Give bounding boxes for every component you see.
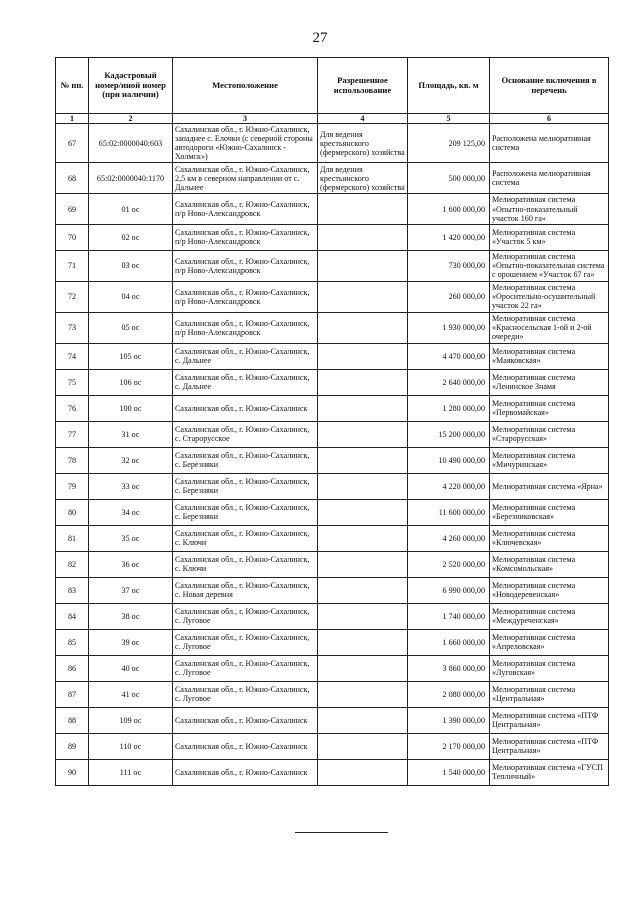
table-row (56, 194, 609, 224)
area-cell: 3 860 000,00 (408, 655, 490, 681)
location-cell: Сахалинская обл., г. Южно-Сахалинск (173, 759, 318, 785)
inclusion-basis-cell: Мелиоративная система «Маяковская» (490, 343, 609, 369)
column-number: 5 (408, 114, 490, 124)
inclusion-basis-cell: Мелиоративная система «Березниковская» (490, 499, 609, 525)
location-cell: Сахалинская обл., г. Южно-Сахалинск, с. Луговое (173, 655, 318, 681)
row-number-cell: 74 (56, 343, 89, 369)
area-cell: 2 520 000,00 (408, 551, 490, 577)
permitted-use-cell (318, 577, 408, 603)
header-inclusion-basis: Основание включения в перечень (490, 58, 609, 114)
row-number-cell: 76 (56, 395, 89, 421)
cadastral-number-cell: 02 ос (89, 224, 173, 250)
inclusion-basis-cell: Мелиоративная система «Мичуринская» (490, 447, 609, 473)
permitted-use-cell (318, 759, 408, 785)
header-number: № пп. (56, 58, 89, 114)
row-number-cell: 80 (56, 499, 89, 525)
inclusion-basis-cell: Мелиоративная система «Комсомольская» (490, 551, 609, 577)
table-row (56, 733, 609, 759)
cadastral-number-cell: 111 ос (89, 759, 173, 785)
permitted-use-cell (318, 194, 408, 224)
inclusion-basis-cell: Мелиоративная система «ПТФ Центральная» (490, 707, 609, 733)
area-cell: 4 220 000,00 (408, 473, 490, 499)
cadastral-number-cell: 32 ос (89, 447, 173, 473)
area-cell: 11 600 000,00 (408, 499, 490, 525)
area-cell: 2 170 000,00 (408, 733, 490, 759)
cadastral-number-cell: 04 ос (89, 281, 173, 312)
row-number-cell: 81 (56, 525, 89, 551)
header-area: Площадь, кв. м (408, 58, 490, 114)
row-number-cell: 69 (56, 194, 89, 224)
row-number-cell: 88 (56, 707, 89, 733)
cadastral-number-cell: 105 ос (89, 343, 173, 369)
cadastral-number-cell: 39 ос (89, 629, 173, 655)
row-number-cell: 68 (56, 163, 89, 194)
table-row (56, 577, 609, 603)
permitted-use-cell (318, 733, 408, 759)
table-row (56, 603, 609, 629)
permitted-use-cell (318, 281, 408, 312)
area-cell: 15 200 000,00 (408, 421, 490, 447)
inclusion-basis-cell: Мелиоративная система «Ленинское Знамя (490, 369, 609, 395)
table-row (56, 163, 609, 194)
row-number-cell: 72 (56, 281, 89, 312)
permitted-use-cell (318, 369, 408, 395)
location-cell: Сахалинская обл., г. Южно-Сахалинск, п/р Ново-Александровск (173, 312, 318, 343)
page-number: 27 (312, 30, 328, 46)
row-number-cell: 75 (56, 369, 89, 395)
table-header-row (56, 58, 609, 114)
permitted-use-cell (318, 707, 408, 733)
location-cell: Сахалинская обл., г. Южно-Сахалинск, с. Ключи (173, 525, 318, 551)
inclusion-basis-cell: Расположена мелиоративная система (490, 163, 609, 194)
permitted-use-cell (318, 473, 408, 499)
area-cell: 1 540 000,00 (408, 759, 490, 785)
column-number: 2 (89, 114, 173, 124)
row-number-cell: 86 (56, 655, 89, 681)
location-cell: Сахалинская обл., г. Южно-Сахалинск, п/р Ново-Александровск (173, 224, 318, 250)
cadastral-number-cell: 03 ос (89, 250, 173, 281)
table-row (56, 551, 609, 577)
table-row (56, 707, 609, 733)
location-cell: Сахалинская обл., г. Южно-Сахалинск (173, 395, 318, 421)
row-number-cell: 85 (56, 629, 89, 655)
cadastral-number-cell: 65:02:0000040:1170 (89, 163, 173, 194)
table-row (56, 759, 609, 785)
row-number-cell: 67 (56, 124, 89, 163)
location-cell: Сахалинская обл., г. Южно-Сахалинск, п/р Ново-Александровск (173, 281, 318, 312)
location-cell: Сахалинская обл., г. Южно-Сахалинск, с. Березняки (173, 447, 318, 473)
row-number-cell: 73 (56, 312, 89, 343)
cadastral-number-cell: 01 ос (89, 194, 173, 224)
footer-divider (295, 832, 388, 833)
row-number-cell: 82 (56, 551, 89, 577)
area-cell: 1 280 000,00 (408, 395, 490, 421)
inclusion-basis-cell: Расположена мелиоративная система (490, 124, 609, 163)
location-cell: Сахалинская обл., г. Южно-Сахалинск, с. Дальнее (173, 343, 318, 369)
area-cell: 10 490 000,00 (408, 447, 490, 473)
permitted-use-cell (318, 224, 408, 250)
location-cell: Сахалинская обл., г. Южно-Сахалинск, с. Дальнее (173, 369, 318, 395)
row-number-cell: 83 (56, 577, 89, 603)
area-cell: 730 000,00 (408, 250, 490, 281)
row-number-cell: 77 (56, 421, 89, 447)
location-cell: Сахалинская обл., г. Южно-Сахалинск, с. Луговое (173, 603, 318, 629)
table-row (56, 525, 609, 551)
area-cell: 500 000,00 (408, 163, 490, 194)
location-cell: Сахалинская обл., г. Южно-Сахалинск (173, 707, 318, 733)
area-cell: 2 080 000,00 (408, 681, 490, 707)
row-number-cell: 78 (56, 447, 89, 473)
inclusion-basis-cell: Мелиоративная система «Луговская» (490, 655, 609, 681)
table-row (56, 421, 609, 447)
row-number-cell: 79 (56, 473, 89, 499)
table-row (56, 447, 609, 473)
table-row (56, 395, 609, 421)
inclusion-basis-cell: Мелиоративная система «Красносельская 1-ой и 2-ой очереди» (490, 312, 609, 343)
table-row (56, 312, 609, 343)
cadastral-number-cell: 33 ос (89, 473, 173, 499)
inclusion-basis-cell: Мелиоративная система «Новодеревенская» (490, 577, 609, 603)
permitted-use-cell (318, 603, 408, 629)
area-cell: 2 640 000,00 (408, 369, 490, 395)
table-row (56, 629, 609, 655)
location-cell: Сахалинская обл., г. Южно-Сахалинск, с. Ключи (173, 551, 318, 577)
inclusion-basis-cell: Мелиоративная система «Оросительно-осушительный участок 22 га» (490, 281, 609, 312)
cadastral-number-cell: 110 ос (89, 733, 173, 759)
cadastral-number-cell: 109 ос (89, 707, 173, 733)
location-cell: Сахалинская обл., г. Южно-Сахалинск, с. Новая деревня (173, 577, 318, 603)
column-number: 3 (173, 114, 318, 124)
inclusion-basis-cell: Мелиоративная система «Первомайская» (490, 395, 609, 421)
permitted-use-cell (318, 250, 408, 281)
area-cell: 1 390 000,00 (408, 707, 490, 733)
permitted-use-cell (318, 421, 408, 447)
location-cell: Сахалинская обл., г. Южно-Сахалинск, 2,5 км в северном направлении от с. Дальнее (173, 163, 318, 194)
cadastral-number-cell: 100 ос (89, 395, 173, 421)
row-number-cell: 90 (56, 759, 89, 785)
permitted-use-cell (318, 655, 408, 681)
inclusion-basis-cell: Мелиоративная система «ПТФ Центральная» (490, 733, 609, 759)
area-cell: 1 740 000,00 (408, 603, 490, 629)
area-cell: 209 125,00 (408, 124, 490, 163)
area-cell: 1 600 000,00 (408, 194, 490, 224)
row-number-cell: 70 (56, 224, 89, 250)
table-body (56, 124, 609, 785)
location-cell: Сахалинская обл., г. Южно-Сахалинск, с. Луговое (173, 629, 318, 655)
row-number-cell: 71 (56, 250, 89, 281)
cadastral-number-cell: 40 ос (89, 655, 173, 681)
table-row (56, 343, 609, 369)
row-number-cell: 89 (56, 733, 89, 759)
table-row (56, 369, 609, 395)
location-cell: Сахалинская обл., г. Южно-Сахалинск, с. Березняки (173, 473, 318, 499)
inclusion-basis-cell: Мелиоративная система «Опытно-показательная система с орошением «Участок 67 га» (490, 250, 609, 281)
row-number-cell: 84 (56, 603, 89, 629)
permitted-use-cell (318, 343, 408, 369)
location-cell: Сахалинская обл., г. Южно-Сахалинск, с. Луговое (173, 681, 318, 707)
cadastral-number-cell: 106 ос (89, 369, 173, 395)
inclusion-basis-cell: Мелиоративная система «Междуреченская» (490, 603, 609, 629)
inclusion-basis-cell: Мелиоративная система «Апреловская» (490, 629, 609, 655)
location-cell: Сахалинская обл., г. Южно-Сахалинск, с. Березняки (173, 499, 318, 525)
table-row (56, 655, 609, 681)
cadastral-number-cell: 35 ос (89, 525, 173, 551)
permitted-use-cell (318, 551, 408, 577)
area-cell: 260 000,00 (408, 281, 490, 312)
inclusion-basis-cell: Мелиоративная система «Центральная» (490, 681, 609, 707)
cadastral-number-cell: 36 ос (89, 551, 173, 577)
area-cell: 6 990 000,00 (408, 577, 490, 603)
header-cadastral-number: Кадастровый номер/иной номер (при наличии) (89, 58, 173, 114)
inclusion-basis-cell: Мелиоративная система «ГУСП Тепличный» (490, 759, 609, 785)
table-row (56, 681, 609, 707)
permitted-use-cell (318, 525, 408, 551)
header-location: Местоположение (173, 58, 318, 114)
cadastral-number-cell: 05 ос (89, 312, 173, 343)
header-permitted-use: Разрешенное использование (318, 58, 408, 114)
location-cell: Сахалинская обл., г. Южно-Сахалинск, п/р Ново-Александровск (173, 250, 318, 281)
table-row (56, 499, 609, 525)
table-row (56, 281, 609, 312)
area-cell: 4 470 000,00 (408, 343, 490, 369)
area-cell: 4 260 000,00 (408, 525, 490, 551)
column-number: 1 (56, 114, 89, 124)
cadastral-number-cell: 38 ос (89, 603, 173, 629)
permitted-use-cell (318, 629, 408, 655)
permitted-use-cell (318, 499, 408, 525)
property-list-table (55, 57, 609, 786)
cadastral-number-cell: 65:02:0000040:603 (89, 124, 173, 163)
column-number: 4 (318, 114, 408, 124)
location-cell: Сахалинская обл., г. Южно-Сахалинск, с. Старорусское (173, 421, 318, 447)
cadastral-number-cell: 37 ос (89, 577, 173, 603)
row-number-cell: 87 (56, 681, 89, 707)
column-number-row (56, 114, 609, 124)
area-cell: 1 930 000,00 (408, 312, 490, 343)
table-row (56, 250, 609, 281)
cadastral-number-cell: 31 ос (89, 421, 173, 447)
cadastral-number-cell: 41 ос (89, 681, 173, 707)
location-cell: Сахалинская обл., г. Южно-Сахалинск, западнее с. Елочки (с северной стороны автодороги «Южно-Сахалинск - Холмск») (173, 124, 318, 163)
permitted-use-cell: Для ведения крестьянского (фермерского) хозяйства (318, 124, 408, 163)
location-cell: Сахалинская обл., г. Южно-Сахалинск, п/р Ново-Александровск (173, 194, 318, 224)
inclusion-basis-cell: Мелиоративная система «Участок 5 км» (490, 224, 609, 250)
area-cell: 1 420 000,00 (408, 224, 490, 250)
cadastral-number-cell: 34 ос (89, 499, 173, 525)
location-cell: Сахалинская обл., г. Южно-Сахалинск (173, 733, 318, 759)
table-row (56, 224, 609, 250)
table-row (56, 473, 609, 499)
table-row (56, 124, 609, 163)
permitted-use-cell (318, 312, 408, 343)
inclusion-basis-cell: Мелиоративная система «Ключевская» (490, 525, 609, 551)
column-number: 6 (490, 114, 609, 124)
inclusion-basis-cell: Мелиоративная система «Ярна» (490, 473, 609, 499)
area-cell: 1 660 000,00 (408, 629, 490, 655)
permitted-use-cell (318, 681, 408, 707)
permitted-use-cell (318, 447, 408, 473)
inclusion-basis-cell: Мелиоративная система «Опытно-показательный участок 160 га» (490, 194, 609, 224)
permitted-use-cell (318, 395, 408, 421)
inclusion-basis-cell: Мелиоративная система «Старорусская» (490, 421, 609, 447)
permitted-use-cell: Для ведения крестьянского (фермерского) хозяйства (318, 163, 408, 194)
